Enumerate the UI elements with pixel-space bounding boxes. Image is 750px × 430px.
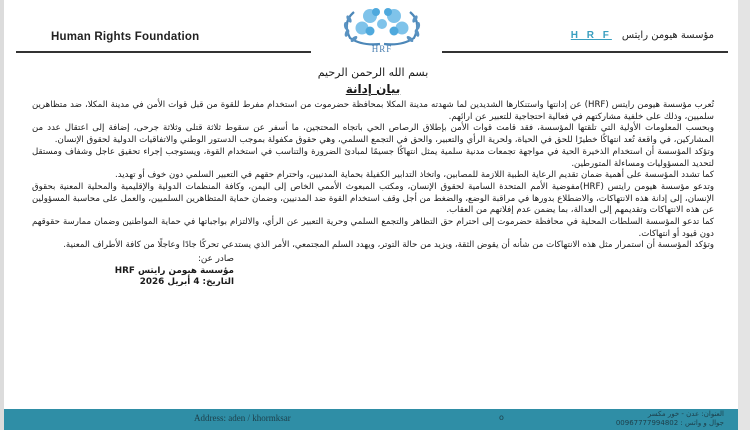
basmala: بسم الله الرحمن الرحيم xyxy=(317,66,429,79)
footer-address-arabic: العنوان: عدن - خور مكسر xyxy=(647,410,724,418)
page-right-margin xyxy=(738,0,750,430)
signature-block xyxy=(32,254,714,289)
header-divider-left xyxy=(16,51,311,53)
paragraph: كما تشدد المؤسسة على أهمية ضمان تقديم الرعاية الطبية اللازمة للمصابين، واتخاذ التدابير الكفيلة بحماية المدنيين، واحترام حقهم في التعبير السلمي دون خوف أو تهديد. xyxy=(115,170,714,181)
issued-by-label: صادر عن: xyxy=(197,254,234,265)
statement-title: بيان إدانة xyxy=(345,82,401,96)
logo-text: HRF xyxy=(371,44,393,54)
paragraph: وتدعو مؤسسة هيومن رايتس (HRF)مفوضية الأمم المتحدة السامية لحقوق الإنسان، ومكتب المبعوث الأممي الخاص إلى اليمن، وكافة المنظمات الدولية والإقليمية والمحلية المعنية بحقوق الإنسان، إلى إدانة هذه الانتهاكات، والاضطلاع بدورها في مراقبة الوضع، والضغط من أجل وقف استخدام القوة ضد المدنيين، وضمان حماية المتظاهرين السلميين، والعمل على محاسبة المسؤولين عن هذه الانتهاكات وتقديمهم إلى العدالة، بما يضمن عدم إفلاتهم من العقاب. xyxy=(32,181,714,216)
header-divider-right xyxy=(442,51,728,53)
footer-address-english: Address: aden / khormksar xyxy=(194,413,291,423)
issue-date: التاريخ: 4 أبريل 2026 xyxy=(139,277,234,288)
statement-body xyxy=(32,62,714,289)
org-name-arabic-block xyxy=(571,30,714,41)
org-name-arabic: مؤسسة هيومن رايتس xyxy=(621,30,714,41)
footer-phone: جوال و واتس : 00967777994802 xyxy=(615,419,724,427)
footer-separator: o xyxy=(499,413,504,422)
org-abbreviation: H R F xyxy=(570,30,612,41)
footer-bar xyxy=(4,409,738,430)
paragraph: وتؤكد المؤسسة أن استخدام الذخيرة الحية في مواجهة تجمعات مدنية سلمية يمثل انتهاكًا جسيمًا لمبادئ الضرورة والتناسب في استخدام القوة، ويستوجب إجراء تحقيق عاجل وشفاف ومستقل لتحديد المسؤوليات ومساءلة المتورطين. xyxy=(32,146,714,169)
laurel-wreath-logo-icon xyxy=(332,4,432,46)
document-page xyxy=(4,0,738,430)
paragraph: تُعرب مؤسسة هيومن رايتس (HRF) عن إدانتها واستنكارها الشديدين لما شهدته مدينة المكلا بمحافظة حضرموت من استخدام مفرط للقوة من قبل قوات الأمن في مدينة المكلا، ضد متظاهرين سلميين، وذلك على خلفية مشاركتهم في فعالية احتجاجية للتعبير عن ارائهم. xyxy=(32,100,714,122)
paragraph: كما تدعو المؤسسة السلطات المحلية في محافظة حضرموت إلى احترام حق التظاهر والتجمع السلمي وحرية التعبير عن الرأي، والالتزام بواجباتها في حماية المواطنين وضمان ممارسة حقوقهم دون قيود أو انتهاكات. xyxy=(32,217,714,239)
paragraph: وبحسب المعلومات الأولية التي تلقتها المؤسسة، فقد قامت قوات الأمن بإطلاق الرصاص الحي باتجاه المحتجين، ما أسفر عن سقوط ثلاثة قتلى وثلاثة جرحى، إضافة إلى اعتقال عدد من المشاركين، في واقعة تُعد انتهاكًا خطيرًا للحق في الحياة، ولحرية الرأي والتعبير، والحق في التجمع السلمي، وهي حقوق مكفولة بموجب الدستور الوطني والاتفاقيات الدولية لحقوق الإنسان. xyxy=(32,123,714,146)
footer-contact-arabic xyxy=(616,410,724,428)
paragraph: وتؤكد المؤسسة أن استمرار مثل هذه الانتهاكات من شأنه أن يقوض الثقة، ويزيد من حالة التوتر، ويهدد السلم المجتمعي، الأمر الذي يستدعي تحركًا جادًا وعاجلًا من كافة الأطراف المعنية. xyxy=(63,240,714,251)
issuer-name: مؤسسة هيومن رايتس HRF xyxy=(114,265,234,276)
hrf-logo xyxy=(332,4,432,58)
org-name-english: Human Rights Foundation xyxy=(51,31,200,43)
